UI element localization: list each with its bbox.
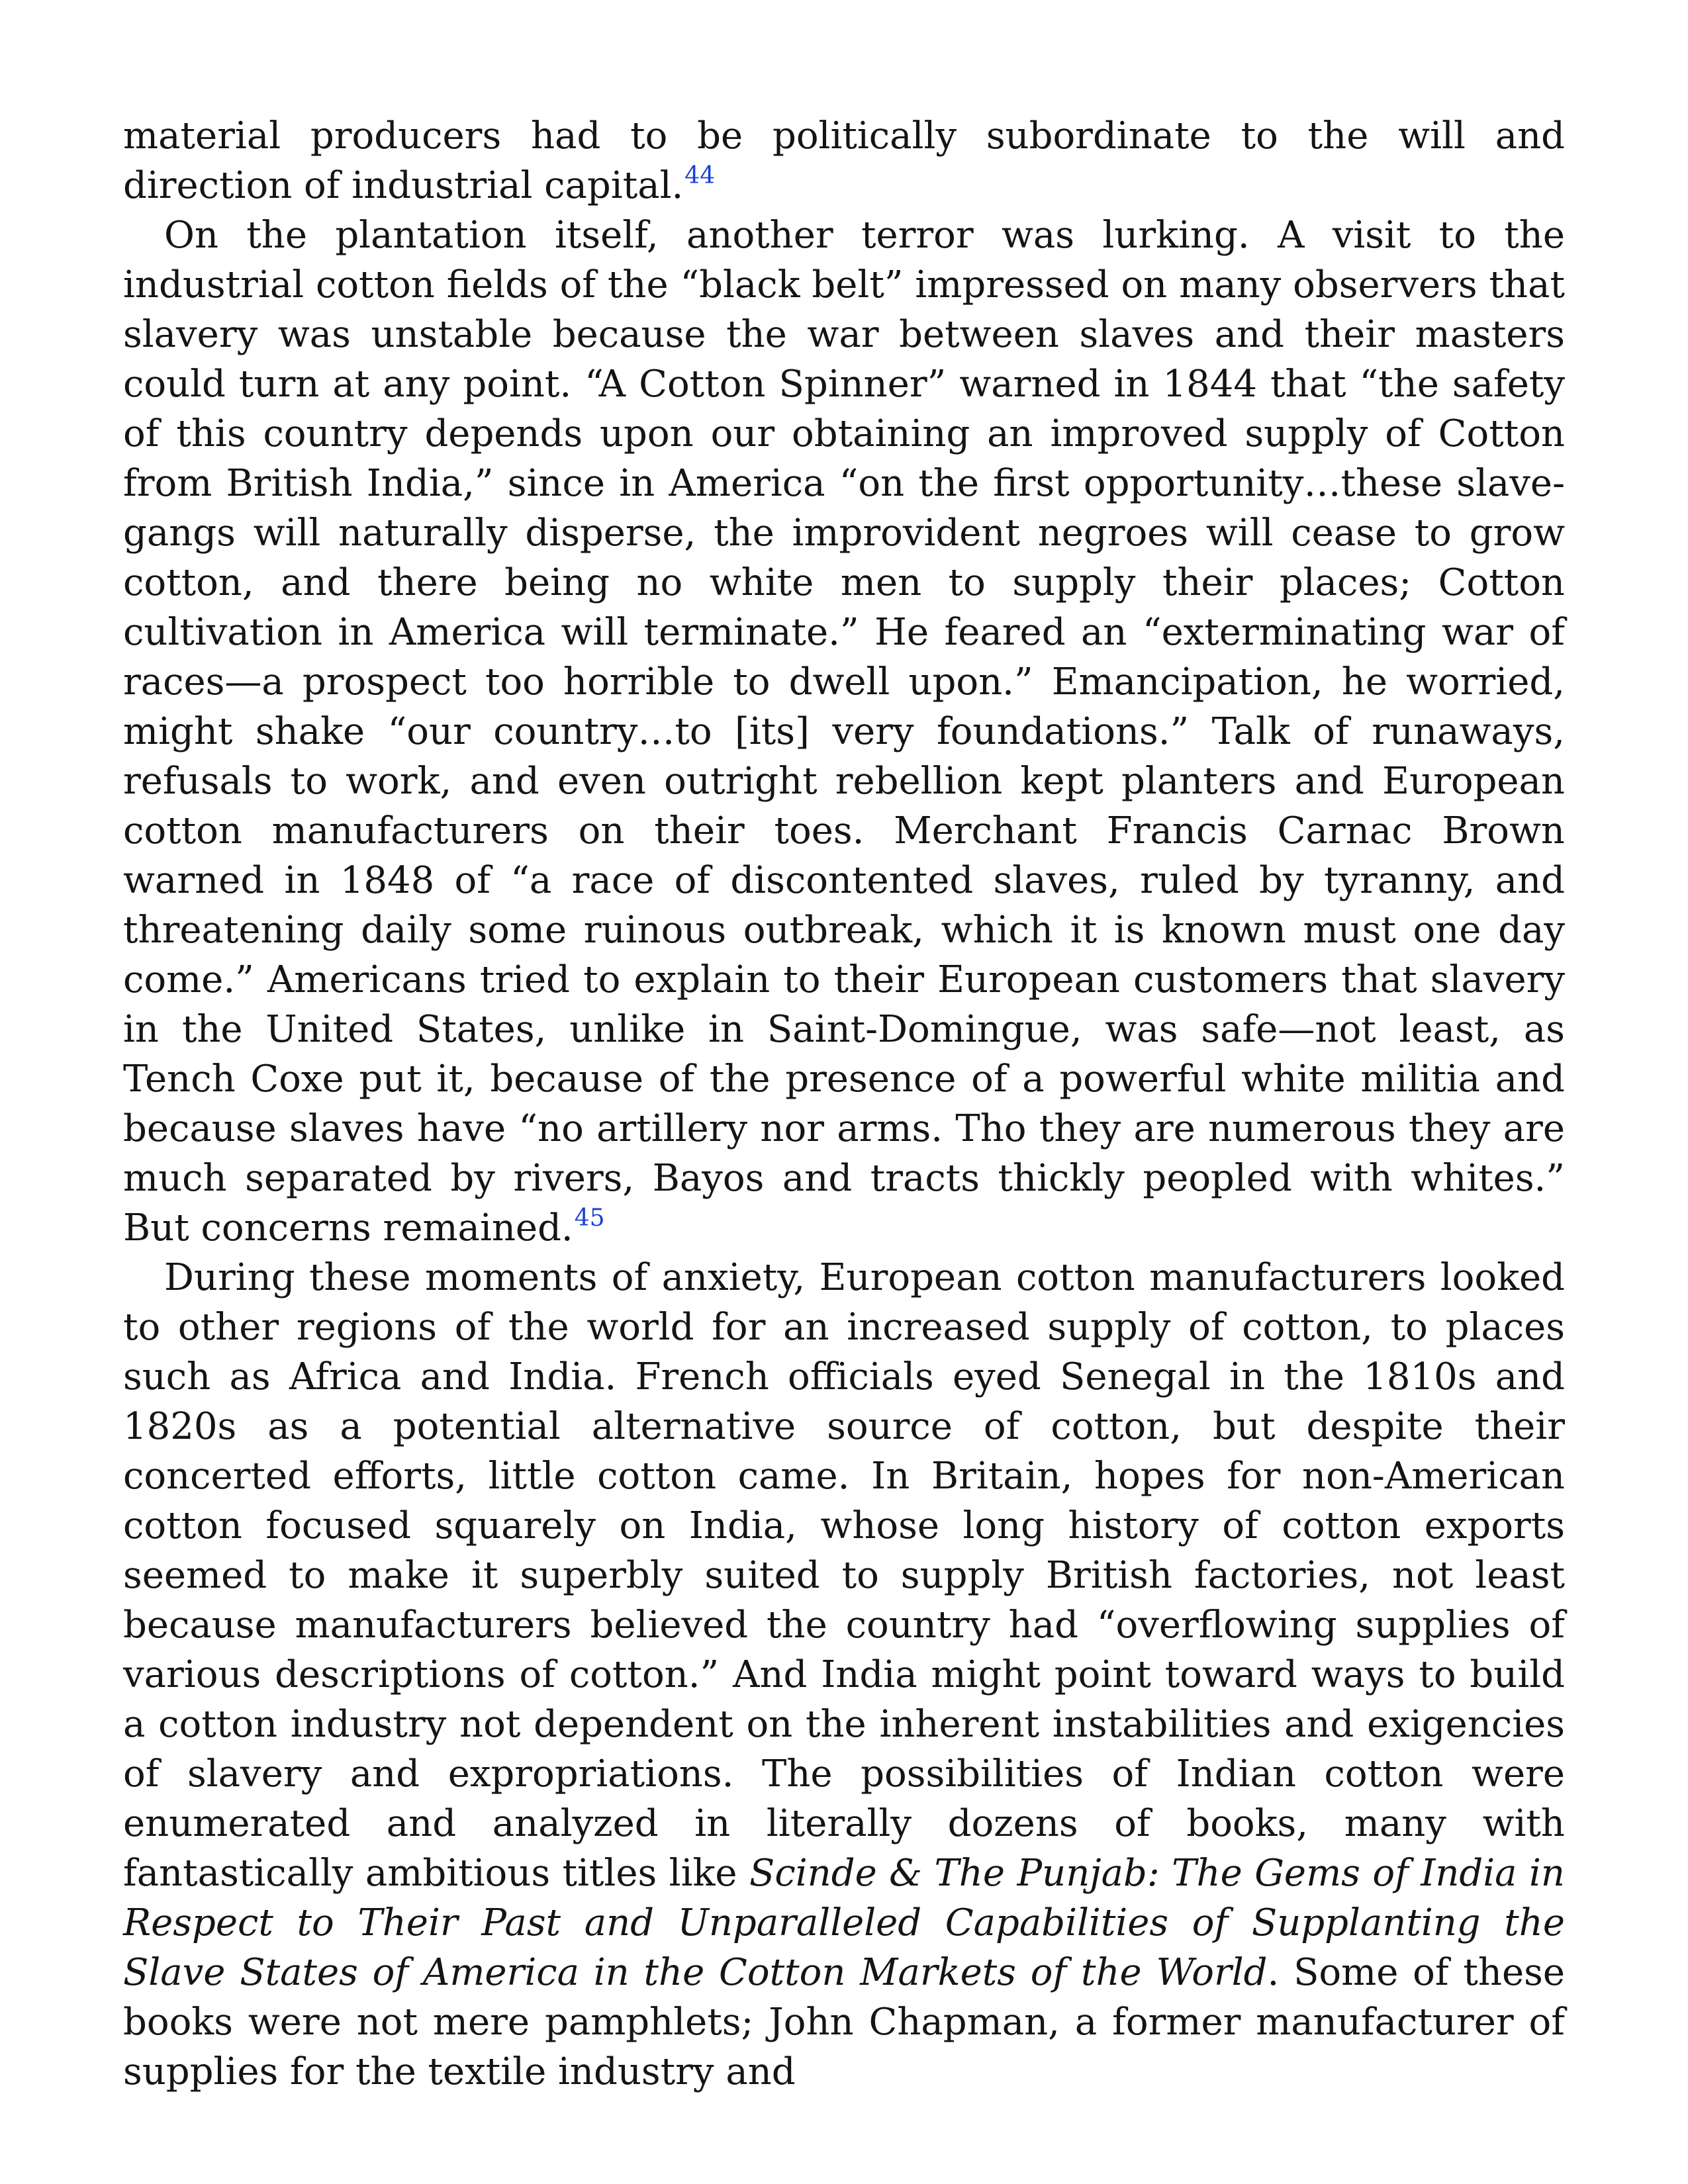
book-title: Scinde & The Punjab: The Gems of India in Respect to Their Past and Unparalleled Capabilities of Supplanting the Slave States of America in the Cotton Markets of the World	[123, 1852, 1565, 1994]
paragraph-3	[123, 1253, 1565, 2097]
paragraph-2	[123, 210, 1565, 1253]
paragraph-1-text: material producers had to be politically subordinate to the will and direction of industrial capital.	[123, 114, 1565, 207]
paragraph-1	[123, 111, 1565, 210]
paragraph-3-text-after: . Some of these books were not mere pamphlets; John Chapman, a former manufacturer of supplies for the textile industry and	[123, 1951, 1565, 2093]
paragraph-3-text-before: During these moments of anxiety, European cotton manufacturers looked to other regions of the world for an increased supply of cotton, to places such as Africa and India. French officials eyed Senegal in the 1810s and 1820s as a potential alternative source of cotton, but despite their concerted efforts, little cotton came. In Britain, hopes for non-American cotton focused squarely on India, whose long history of cotton exports seemed to make it superbly suited to supply British factories, not least because manufacturers believed the country had “overflowing supplies of various descriptions of cotton.” And India might point toward ways to build a cotton industry not dependent on the inherent instabilities and exigencies of slavery and expropriations. The possibilities of Indian cotton were enumerated and analyzed in literally dozens of books, many with fantastically ambitious titles like	[123, 1256, 1565, 1895]
footnote-ref-45[interactable]: 45	[574, 1205, 605, 1232]
footnote-ref-44[interactable]: 44	[684, 162, 716, 189]
paragraph-2-text: On the plantation itself, another terror was lurking. A visit to the industrial cotton fields of the “black belt” impressed on many observers that slavery was unstable because the war between slaves and their masters could turn at any point. “A Cotton Spinner” warned in 1844 that “the safety of this country depends upon our obtaining an improved supply of Cotton from British India,” since in America “on the first opportunity…these slave-gangs will naturally disperse, the improvident negroes will cease to grow cotton, and there being no white men to supply their places; Cotton cultivation in America will terminate.” He feared an “exterminating war of races—a prospect too horrible to dwell upon.” Emancipation, he worried, might shake “our country…to [its] very foundations.” Talk of runaways, refusals to work, and even outright rebellion kept planters and European cotton manufacturers on their toes. Merchant Francis Carnac Brown warned in 1848 of “a race of discontented slaves, ruled by tyranny, and threatening daily some ruinous outbreak, which it is known must one day come.” Americans tried to explain to their European customers that slavery in the United States, unlike in Saint-Domingue, was safe—not least, as Tench Coxe put it, because of the presence of a powerful white militia and because slaves have “no artillery nor arms. Tho they are numerous they are much separated by rivers, Bayos and tracts thickly peopled with whites.” But concerns remained.	[123, 214, 1565, 1250]
book-page	[123, 111, 1565, 2097]
